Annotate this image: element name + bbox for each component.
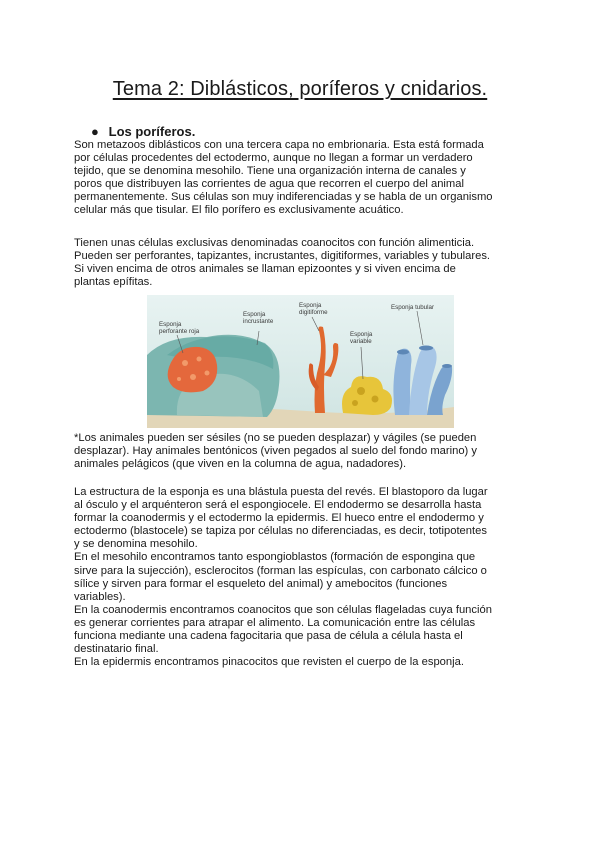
text-line: es generar corrientes para atrapar el alimento. La comunicación entre las células [74,616,476,629]
text-line: En el mesohilo encontramos tanto espongioblastos (formación de espongina que [74,551,476,564]
text-line: permanentemente. Sus células son muy indiferenciadas y se habla de un organismo [74,191,493,204]
text-line: plantas epífitas. [74,276,153,289]
text-line: sirve para la sujección), esclerocitos (forman las espículas, con carbonato cálcico o [74,564,487,577]
text-line: formar la coanodermis y el ectodermo la epidermis. El hueco entre el endodermo y [74,512,484,525]
text-line: variables). [74,590,126,603]
text-line: sílice y sirven para formar el esqueleto del animal) y amebocitos (funciones [74,577,448,590]
text-line: funciona mediante una cadena fagocitaria que pasa de célula a célula hasta el [74,630,463,643]
text-line: La estructura de la esponja es una blástula puesta del revés. El blastoporo da lugar [74,486,488,498]
text-line: Tienen unas células exclusivas denominadas coanocitos con función alimenticia. [74,237,475,249]
section-heading [91,124,195,139]
paragraph-intro [74,139,530,218]
text-line: ectodermo (blastocele) se tapiza por células no diferenciadas, es decir, totipotentes [74,525,487,538]
text-line: *Los animales pueden ser sésiles (no se pueden desplazar) y vágiles (se pueden [74,432,477,444]
label-esponja-incrustante: Esponja incrustante [243,311,274,325]
text-line: Pueden ser perforantes, tapizantes, incrustantes, digitiformes, variables y tubulares. [74,250,491,263]
bullet-icon: ● [91,124,99,139]
label-esponja-digitiforme: Esponja digitiforme [299,302,328,316]
text-line: En la epidermis encontramos pinacocitos que revisten el cuerpo de la esponja. [74,656,464,669]
text-line: Son metazoos diblásticos con una tercera capa no embrionaria. Esta está formada [74,139,484,151]
text-line: tejido, que se denomina mesohilo. Tiene una organización interna de canales y [74,165,466,178]
label-esponja-tubular: Esponja tubular [391,304,434,311]
sponge-types-illustration [147,295,454,428]
text-line: celular más que tisular. El filo porífero es exclusivamente acuático. [74,204,404,217]
text-line: desplazar). Hay animales bentónicos (viven pegados al suelo del fondo marino) y [74,445,477,458]
text-line: animales pelágicos (que viven en la columna de agua, nadadores). [74,458,407,471]
section-heading-text: Los poríferos. [108,124,196,139]
text-line: Si viven encima de otros animales se llaman epizoontes y si viven encima de [74,263,456,276]
text-line: En la coanodermis encontramos coanocitos que son células flageladas cuya función [74,603,492,616]
text-line: poros que distribuyen las corrientes de agua que recorren el cuerpo del animal [74,178,464,191]
text-line: por células procedentes del ectodermo, aunque no llegan a formar un verdadero [74,152,473,165]
text-line: al ósculo y el arquénteron será el espongiocele. El endodermo se desarrolla hasta [74,499,482,512]
paragraph-sesiles [74,432,530,471]
text-line: y se denomina mesohilo. [74,538,198,551]
paragraph-coanocitos [74,237,530,289]
paragraph-estructura [74,486,530,669]
label-esponja-perforante: Esponja perforante roja [159,321,200,335]
label-esponja-variable: Esponja variable [350,331,373,345]
page-title: Tema 2: Diblásticos, poríferos y cnidarios. [112,78,488,100]
text-line: destinatario final. [74,643,159,656]
